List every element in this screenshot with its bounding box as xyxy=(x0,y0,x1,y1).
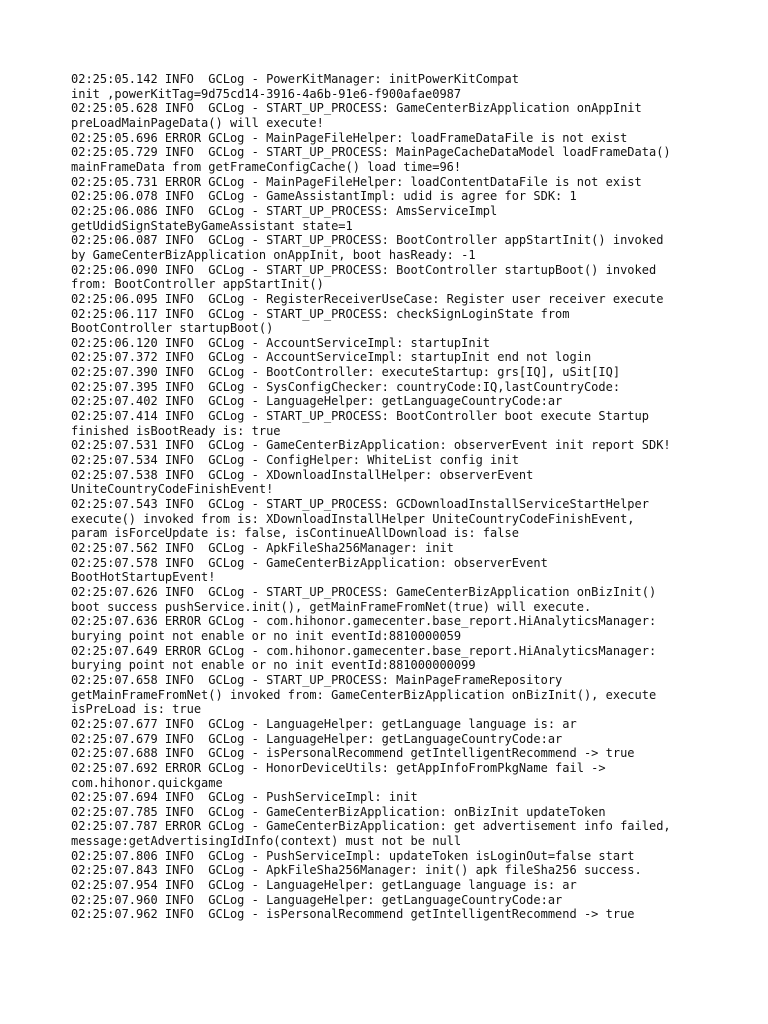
log-line: 02:25:07.954 INFO GCLog - LanguageHelper: getLanguage language is: ar xyxy=(71,878,577,893)
log-line: 02:25:07.372 INFO GCLog - AccountServiceImpl: startupInit end not login xyxy=(71,350,592,365)
log-line: boot success pushService.init(), getMainFrameFromNet(true) will execute. xyxy=(71,599,592,614)
log-line: param isForceUpdate is: false, isContinueAllDownload is: false xyxy=(71,526,519,541)
log-line: 02:25:05.628 INFO GCLog - START_UP_PROCESS: GameCenterBizApplication onAppInit xyxy=(71,101,642,116)
log-line: isPreLoad is: true xyxy=(71,702,202,717)
log-line: BootHotStartupEvent! xyxy=(71,570,216,585)
log-line: execute() invoked from is: XDownloadInstallHelper UniteCountryCodeFinishEvent, xyxy=(71,511,635,526)
log-line: 02:25:07.694 INFO GCLog - PushServiceImpl: init xyxy=(71,790,418,805)
log-line: 02:25:07.692 ERROR GCLog - HonorDeviceUtils: getAppInfoFromPkgName fail -> xyxy=(71,760,606,775)
log-line: 02:25:07.402 INFO GCLog - LanguageHelper: getLanguageCountryCode:ar xyxy=(71,394,563,409)
log-line: getMainFrameFromNet() invoked from: GameCenterBizApplication onBizInit(), execute xyxy=(71,687,657,702)
log-line: 02:25:06.117 INFO GCLog - START_UP_PROCESS: checkSignLoginState from xyxy=(71,306,570,321)
log-line: 02:25:06.090 INFO GCLog - START_UP_PROCESS: BootController startupBoot() invoked xyxy=(71,262,657,277)
log-line: 02:25:05.696 ERROR GCLog - MainPageFileHelper: loadFrameDataFile is not exist xyxy=(71,130,628,145)
log-line: finished isBootReady is: true xyxy=(71,423,281,438)
log-line: 02:25:05.731 ERROR GCLog - MainPageFileHelper: loadContentDataFile is not exist xyxy=(71,174,642,189)
log-line: preLoadMainPageData() will execute! xyxy=(71,115,324,130)
log-line: 02:25:06.087 INFO GCLog - START_UP_PROCESS: BootController appStartInit() invoked xyxy=(71,233,664,248)
log-line: 02:25:06.095 INFO GCLog - RegisterReceiverUseCase: Register user receiver execute xyxy=(71,291,664,306)
log-line: burying point not enable or no init eventId:881000000099 xyxy=(71,658,476,673)
log-line: 02:25:07.390 INFO GCLog - BootController: executeStartup: grs[IQ], uSit[IQ] xyxy=(71,365,621,380)
log-line: 02:25:07.843 INFO GCLog - ApkFileSha256Manager: init() apk fileSha256 success. xyxy=(71,863,642,878)
log-line: com.hihonor.quickgame xyxy=(71,775,223,790)
log-document xyxy=(71,72,711,922)
log-line: 02:25:07.960 INFO GCLog - LanguageHelper: getLanguageCountryCode:ar xyxy=(71,892,563,907)
log-line: 02:25:07.538 INFO GCLog - XDownloadInstallHelper: observerEvent xyxy=(71,467,534,482)
log-line: 02:25:07.626 INFO GCLog - START_UP_PROCESS: GameCenterBizApplication onBizInit() xyxy=(71,584,657,599)
log-line: 02:25:07.677 INFO GCLog - LanguageHelper: getLanguage language is: ar xyxy=(71,716,577,731)
log-line: getUdidSignStateByGameAssistant state=1 xyxy=(71,218,353,233)
log-line: by GameCenterBizApplication onAppInit, boot hasReady: -1 xyxy=(71,247,476,262)
log-line: 02:25:07.658 INFO GCLog - START_UP_PROCESS: MainPageFrameRepository xyxy=(71,672,563,687)
log-line: 02:25:07.414 INFO GCLog - START_UP_PROCESS: BootController boot execute Startup xyxy=(71,409,649,424)
log-line: 02:25:06.078 INFO GCLog - GameAssistantImpl: udid is agree for SDK: 1 xyxy=(71,189,577,204)
log-line: 02:25:07.395 INFO GCLog - SysConfigChecker: countryCode:IQ,lastCountryCode: xyxy=(71,379,621,394)
log-line: 02:25:05.729 INFO GCLog - START_UP_PROCESS: MainPageCacheDataModel loadFrameData() xyxy=(71,145,671,160)
log-line: 02:25:07.787 ERROR GCLog - GameCenterBizApplication: get advertisement info failed, xyxy=(71,819,671,834)
log-line: 02:25:07.531 INFO GCLog - GameCenterBizApplication: observerEvent init report SDK! xyxy=(71,438,671,453)
log-line: 02:25:05.142 INFO GCLog - PowerKitManager: initPowerKitCompat xyxy=(71,72,519,86)
log-line: message:getAdvertisingIdInfo(context) must not be null xyxy=(71,834,462,849)
log-line: burying point not enable or no init eventId:8810000059 xyxy=(71,628,462,643)
log-line: BootController startupBoot() xyxy=(71,321,274,336)
log-line: 02:25:07.562 INFO GCLog - ApkFileSha256Manager: init xyxy=(71,541,454,555)
log-line: 02:25:07.679 INFO GCLog - LanguageHelper: getLanguageCountryCode:ar xyxy=(71,731,563,746)
log-line: 02:25:07.688 INFO GCLog - isPersonalRecommend getIntelligentRecommend -> true xyxy=(71,746,635,761)
log-line: 02:25:07.636 ERROR GCLog - com.hihonor.gamecenter.base_report.HiAnalyticsManager: xyxy=(71,614,657,629)
log-line: 02:25:07.806 INFO GCLog - PushServiceImpl: updateToken isLoginOut=false start xyxy=(71,848,635,863)
log-line: 02:25:06.120 INFO GCLog - AccountServiceImpl: startupInit xyxy=(71,335,491,350)
log-line: UniteCountryCodeFinishEvent! xyxy=(71,482,274,497)
log-line: 02:25:07.534 INFO GCLog - ConfigHelper: WhiteList config init xyxy=(71,453,519,468)
log-line: mainFrameData from getFrameConfigCache() load time=96! xyxy=(71,159,462,174)
log-line: 02:25:07.785 INFO GCLog - GameCenterBizApplication: onBizInit updateToken xyxy=(71,804,606,819)
log-line: 02:25:07.962 INFO GCLog - isPersonalRecommend getIntelligentRecommend -> true xyxy=(71,907,635,922)
log-line: 02:25:07.543 INFO GCLog - START_UP_PROCESS: GCDownloadInstallServiceStartHelper xyxy=(71,497,649,512)
log-line: from: BootController appStartInit() xyxy=(71,277,324,292)
log-line: init ,powerKitTag=9d75cd14-3916-4a6b-91e6-f900afae0987 xyxy=(71,86,462,101)
log-line: 02:25:07.578 INFO GCLog - GameCenterBizApplication: observerEvent xyxy=(71,555,548,570)
log-line: 02:25:06.086 INFO GCLog - START_UP_PROCESS: AmsServiceImpl xyxy=(71,203,498,218)
log-line: 02:25:07.649 ERROR GCLog - com.hihonor.gamecenter.base_report.HiAnalyticsManager: xyxy=(71,643,657,658)
